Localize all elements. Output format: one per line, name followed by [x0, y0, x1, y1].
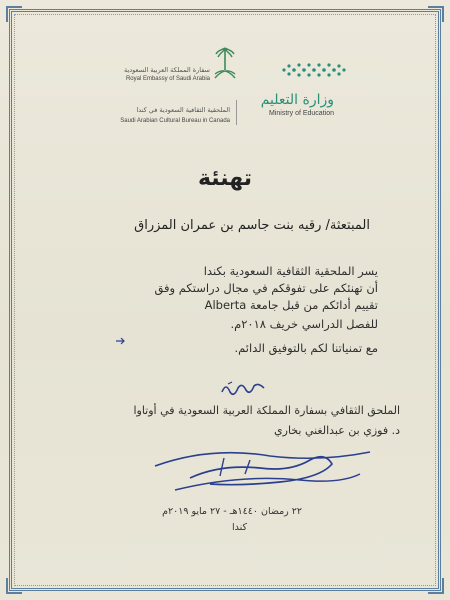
embassy-name-english: Royal Embassy of Saudi Arabia [125, 76, 210, 82]
border-corner [428, 6, 444, 22]
body-line: مع تمنياتنا لكم بالتوفيق الدائم. [234, 341, 378, 355]
signature [150, 438, 375, 508]
embassy-name-arabic: سفارة المملكة العربية السعودية [123, 66, 210, 74]
signer-name: د. فوزي بن عبدالغني بخاري [274, 424, 400, 437]
recipient-name: المبتعثة/ رقيه بنت جاسم بن عمران المزراق [134, 218, 370, 233]
body-line: يسر الملحقية الثقافية السعودية بكندا [203, 264, 378, 278]
pen-mark-icon [115, 336, 125, 346]
body-line: للفصل الدراسي خريف ٢٠١٨م. [230, 317, 378, 331]
handwritten-note [218, 378, 268, 400]
certificate-title: تهنئة [197, 166, 253, 191]
attache-title: الملحق الثقافي بسفارة المملكة العربية السعودية في أوتاوا [133, 404, 400, 417]
border-corner [6, 578, 22, 594]
ministry-name-arabic: وزارة التعليم [260, 92, 334, 108]
issue-date: ٢٢ رمضان ١٤٤٠هـ - ٢٧ مايو ٢٠١٩م [162, 506, 302, 517]
border-corner [6, 6, 22, 22]
header-divider [236, 100, 237, 125]
saudi-emblem-icon [212, 44, 238, 84]
body-line: أن تهنئكم على تفوقكم في مجال دراستكم وفق [154, 281, 378, 295]
ministry-logo-icon [280, 60, 350, 80]
body-line: تقييم أدائكم من قبل جامعة Alberta [204, 298, 378, 312]
bureau-name-arabic: الملحقية الثقافية السعودية في كندا [136, 106, 230, 114]
border-corner [428, 578, 444, 594]
bureau-name-english: Saudi Arabian Cultural Bureau in Canada [120, 118, 230, 124]
issue-place: كندا [231, 522, 247, 533]
ministry-name-english: Ministry of Education [269, 110, 334, 117]
